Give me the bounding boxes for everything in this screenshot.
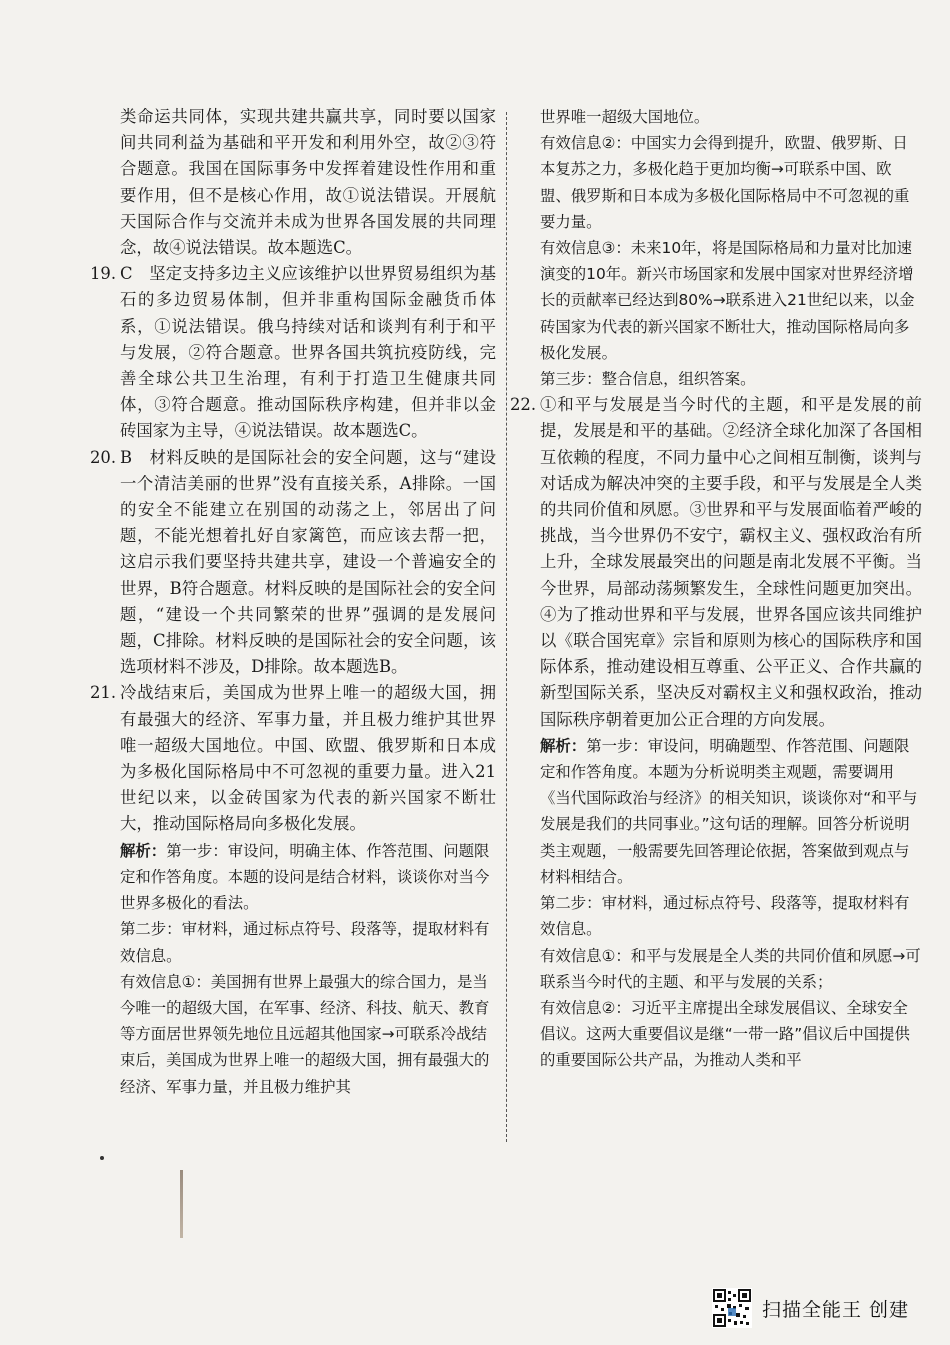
question-number: 20. [90, 447, 117, 467]
answer-text: C 坚定支持多边主义应该维护以世界贸易组织为基石的多边贸易体制，但并非重构国际金融货币体系，①说法错误。俄乌持续对话和谈判有利于和平与发展，②符合题意。世界各国共筑抗疫防线，完善全球公共卫生治理，有利于打造卫生健康共同体，③符合题意。推动国际秩序构建，但并非以金砖国家为主导，④说法错误。故本题选C。 [120, 264, 496, 441]
analysis-21-info1 [96, 969, 496, 1100]
left-column [90, 104, 496, 1100]
right-column [510, 104, 922, 1074]
analysis-text: 第一步：审设问，明确主体、作答范围、问题限定和作答角度。本题的设问是结合材料，谈谈你对当今世界多极化的看法。 [120, 841, 490, 913]
answer-text: 类命运共同体，实现共建共赢共享，同时要以国家间共同利益为基础和平开发和利用外空，故②③符合题意。我国在国际事务中发挥着建设性作用和重要作用，但不是核心作用，故①说法错误。开展航天国际合作与交流并未成为世界各国发展的共同理念，故④说法错误。故本题选C。 [120, 107, 496, 258]
answer-21 [90, 680, 496, 837]
question-number: 22. [510, 395, 537, 415]
analysis-21-info2 [516, 130, 922, 235]
analysis-label: 解析： [120, 841, 167, 860]
answer-text: ①和平与发展是当今时代的主题，和平是发展的前提，发展是和平的基础。②经济全球化加深了各国相互依赖的程度，不同力量中心之间相互制衡，谈判与对话成为解决冲突的主要手段，和平与发展是全人类的共同价值和夙愿。③世界和平与发展面临着严峻的挑战，当今世界仍不安宁，霸权主义、强权政治有所上升，全球发展最突出的问题是南北发展不平衡。当今世界，局部动荡频繁发生，全球性问题更加突出。④为了推动世界和平与发展，世界各国应该共同维护以《联合国宪章》宗旨和原则为核心的国际秩序和国际体系，推动建设相互尊重、公平正义、合作共赢的新型国际关系，坚决反对霸权主义和强权政治，推动国际秩序朝着更加公正合理的方向发展。 [540, 395, 922, 729]
analysis-22-info1 [516, 943, 922, 995]
answer-18-continuation [96, 104, 496, 261]
analysis-text: 第三步：整合信息，组织答案。 [540, 370, 756, 389]
analysis-21-step1 [96, 838, 496, 917]
analysis-text: 第二步：审材料，通过标点符号、段落等，提取材料有效信息。 [120, 920, 490, 965]
qr-code-icon [712, 1288, 752, 1328]
answer-19 [90, 261, 496, 444]
analysis-text: 世界唯一超级大国地位。 [540, 108, 710, 126]
analysis-21-step3 [516, 366, 922, 392]
answer-22 [510, 392, 922, 733]
analysis-text: 有效信息②：习近平主席提出全球发展倡议、全球安全倡议。这两大重要倡议是继“一带一路”倡议后中国提供的重要国际公共产品，为推动人类和平 [540, 998, 910, 1070]
question-number: 19. [90, 264, 117, 284]
scan-dot [100, 1156, 104, 1160]
analysis-22-step2 [516, 890, 922, 942]
analysis-text: 有效信息③：未来10年，将是国际格局和力量对比加速演变的10年。新兴市场国家和发展中国家对世界经济增长的贡献率已经达到80%→联系进入21世纪以来，以金砖国家为代表的新兴国家不断壮大，推动国际格局向多极化发展。 [540, 239, 915, 362]
analysis-22-step1 [516, 733, 922, 890]
scanner-watermark [712, 1288, 909, 1328]
analysis-text: 有效信息①：美国拥有世界上最强大的综合国力，是当今唯一的超级大国，在军事、经济、科技、航天、教育等方面居世界领先地位且远超其他国家→可联系冷战结束后，美国成为世界上唯一的超级大国，拥有最强大的经济、军事力量，并且极力维护其 [120, 972, 490, 1096]
analysis-text: 有效信息②：中国实力会得到提升，欧盟、俄罗斯、日本复苏之力，多极化趋于更加均衡→可联系中国、欧盟、俄罗斯和日本成为多极化国际格局中不可忽视的重要力量。 [540, 134, 910, 231]
analysis-text: 有效信息①：和平与发展是全人类的共同价值和夙愿→可联系当今时代的主题、和平与发展的关系； [540, 946, 921, 991]
analysis-text: 第二步：审材料，通过标点符号、段落等，提取材料有效信息。 [540, 894, 910, 939]
question-number: 21. [90, 683, 117, 703]
answer-text: B 材料反映的是国际社会的安全问题，这与“建设一个清洁美丽的世界”没有直接关系，A排除。一国的安全不能建立在别国的动荡之上，邻居出了问题，不能光想着扎好自家篱笆，而应该去帮一把，这启示我们要坚持共建共享，建设一个普遍安全的世界，B符合题意。材料反映的是国际社会的安全问题，“建设一个共同繁荣的世界”强调的是发展问题，C排除。材料反映的是国际社会的安全问题，该选项材料不涉及，D排除。故本题选B。 [120, 447, 496, 677]
analysis-21-step2 [96, 916, 496, 968]
analysis-text: 第一步：审设问，明确题型、作答范围、问题限定和作答角度。本题为分析说明类主观题，需要调用《当代国际政治与经济》的相关知识，谈谈你对“和平与发展是我们的共同事业。”这句话的理解。回答分析说明类主观题，一般需要先回答理论依据，答案做到观点与材料相结合。 [540, 736, 918, 886]
column-divider [506, 112, 507, 1142]
answer-20 [90, 445, 496, 681]
analysis-label: 解析： [540, 736, 587, 755]
analysis-21-info1-cont [516, 104, 922, 130]
analysis-22-info2 [516, 995, 922, 1074]
scan-artifact [180, 1170, 183, 1238]
analysis-21-info3 [516, 235, 922, 366]
answer-text: 冷战结束后，美国成为世界上唯一的超级大国，拥有最强大的经济、军事力量，并且极力维护其世界唯一超级大国地位。中国、欧盟、俄罗斯和日本成为多极化国际格局中不可忽视的重要力量。进入21世纪以来，以金砖国家为代表的新兴国家不断壮大，推动国际格局向多极化发展。 [120, 683, 496, 834]
watermark-text: 扫描全能王 创建 [762, 1298, 910, 1321]
